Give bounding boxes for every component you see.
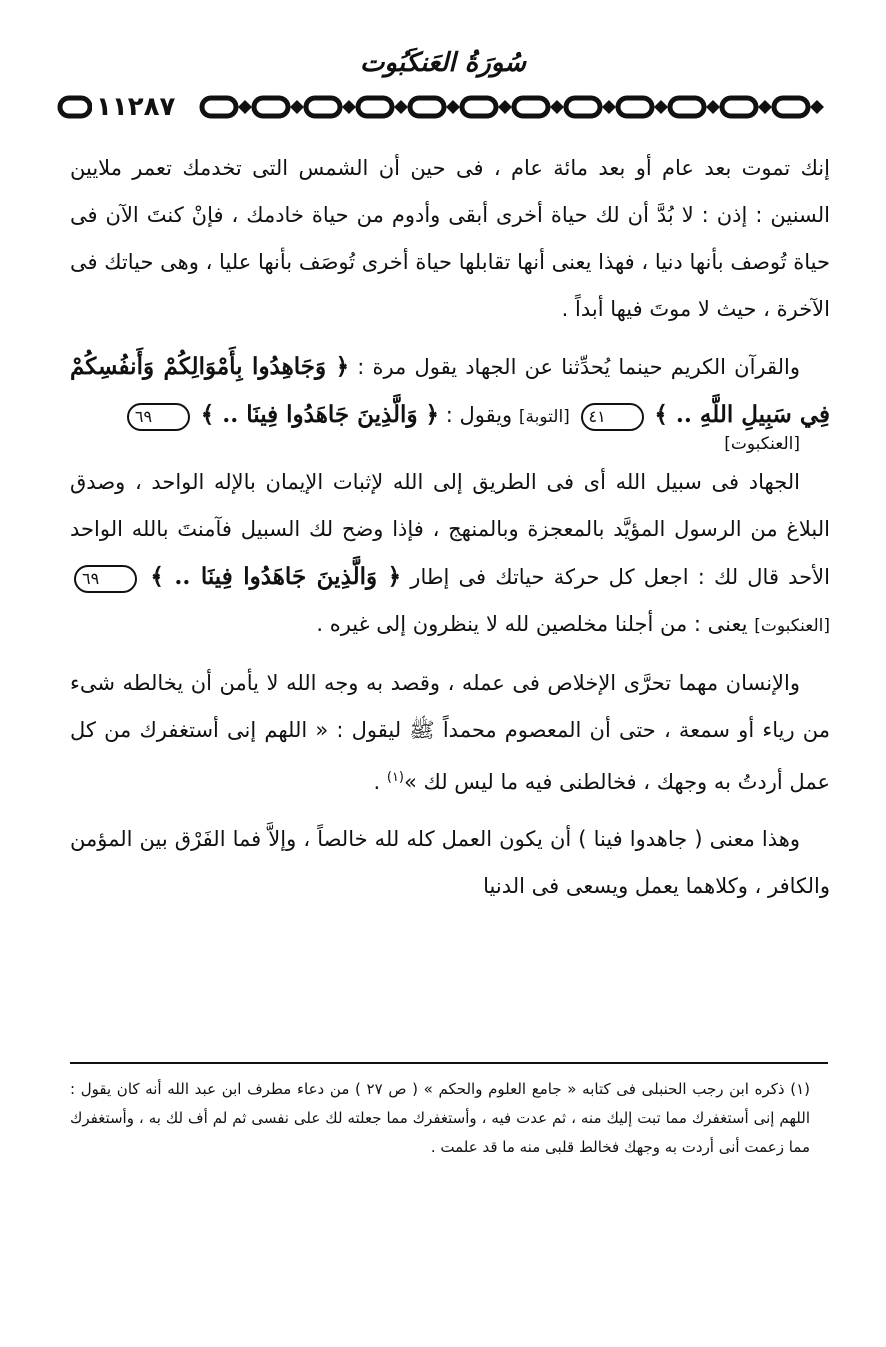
body-text: [70, 145, 830, 920]
surah-reference: [العنكبوت]: [724, 434, 800, 454]
paragraph-3: [70, 459, 830, 650]
footnote-divider: [70, 1062, 828, 1064]
paragraph-3-start: الجهاد فى سبيل الله أى فى الطريق إلى الله لإثبات الإيمان بالإله الواحد ، وصدق البلاغ من الرسول المؤيَّد بالمعجزة وبالمنهج ، فإذا وضح لك السبيل فآمنتَ بالله الواحد الأحد قال لك : اجعل كل حركة حياتك فى إطار: [70, 470, 830, 589]
quran-verse: ﴿ وَالَّذِينَ جَاهَدُوا فِينَا .. ﴾: [150, 563, 402, 590]
paragraph-4: [70, 660, 830, 806]
ayah-number: ٦٩: [127, 403, 190, 431]
paragraph-3-end: يعنى : من أجلنا مخلصين لله لا ينظرون إلى غيره .: [316, 612, 748, 636]
paragraph-2-intro: والقرآن الكريم حينما يُحدِّثنا عن الجهاد يقول مرة :: [357, 355, 800, 379]
paragraph-1: إنك تموت بعد عام أو بعد مائة عام ، فى حين أن الشمس التى تخدمك تعمر ملايين السنين : إذن : لا بُدَّ أن لك حياة أخرى أبقى وأدوم من حياة خادمك ، فإنْ كنتَ الآن فى حياة تُوصف بأنها دنيا ، فهذا يعنى أنها تقابلها حياة أخرى تُوصَف بأنها عليا ، وهى حياتك فى الآخرة ، حيث لا موتَ فيها أبداً .: [70, 156, 830, 321]
ayah-number: ٤١: [581, 403, 644, 431]
paragraph-5: وهذا معنى ( جاهدوا فينا ) أن يكون العمل كله لله خالصاً ، وإلاَّ فما الفَرْق بين المؤمن والكافر ، وكلاهما يعمل ويسعى فى الدنيا: [70, 827, 830, 898]
quran-verse: ﴿ وَجَاهِدُوا بِأَمْوَالِكُمْ وَأَنفُسِكُمْ فِي سَبِيلِ اللَّهِ .. ﴾: [70, 353, 830, 428]
page-number: ١١٢٨٧: [92, 93, 179, 121]
surah-title: سُورَةُ العَنكَبُوت: [359, 48, 527, 78]
surah-reference: [العنكبوت]: [754, 616, 830, 636]
paragraph-4-end: .: [373, 770, 381, 794]
paragraph-2-mid: ويقول :: [445, 403, 513, 427]
footnote-marker[interactable]: (١): [386, 770, 404, 785]
footnote: [70, 1075, 810, 1162]
footnote-text: (١) ذكره ابن رجب الحنبلى فى كتابه « جامع العلوم والحكم » ( ص ٢٧ ) من دعاء مطرف ابن عبد الله أنه كان يقول : اللهم إنى أستغفرك مما تبت إليك منه ، ثم عدت فيه ، وأستغفرك مما جعلته لك على نفسى ثم لم أف لك به ، وأستغفرك مما زعمت أنى أردت به وجهك فخالط قلبى منه ما قد علمت .: [70, 1080, 810, 1156]
paragraph-2: [70, 343, 830, 455]
surah-reference: [التوبة]: [518, 407, 570, 427]
paragraph-4-text: والإنسان مهما تحرَّى الإخلاص فى عمله ، وقصد به وجه الله لا يأمن أن يخالطه شىء من رياء أو سمعة ، حتى أن المعصوم محمداً ﷺ ليقول : « اللهم إنى أستغفرك من كل عمل أردتُ به وجهك ، فخالطنى فيه ما ليس لك »: [70, 671, 830, 794]
quran-verse: ﴿ وَالَّذِينَ جَاهَدُوا فِينَا .. ﴾: [200, 401, 440, 428]
ayah-number: ٦٩: [74, 565, 137, 593]
